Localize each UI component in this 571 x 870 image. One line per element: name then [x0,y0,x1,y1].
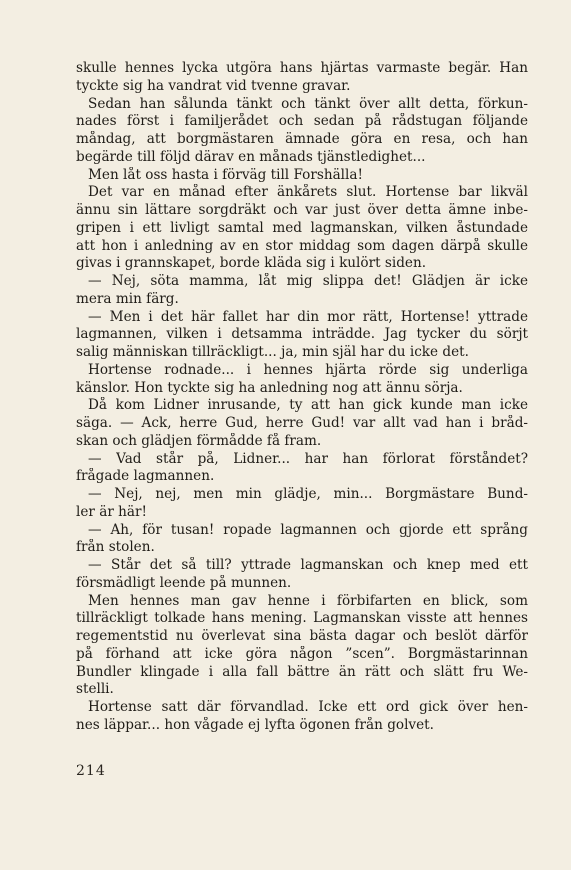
text-line: salig människan tillräckligt... ja, min själ har du icke det. [76,344,469,360]
text-line: — Ah, för tusan! ropade lagmannen och gjorde ett språng [88,521,528,538]
text-line: Men låt oss hasta i förväg till Forshälla! [88,166,363,183]
text-line: gripen i ett livligt samtal med lagmanskan, vilken åstundade [76,219,528,236]
text-line: tillräckligt tolkade hans mening. Lagmanskan visste att hennes [76,610,528,627]
text-line: måndag, att borgmästaren ämnade göra en resa, och han [76,131,528,147]
text-line: Det var en månad efter änkårets slut. Hortense bar likväl [88,184,528,201]
text-line: från stolen. [76,539,155,556]
text-line: givas i grannskapet, borde kläda sig i kulört siden. [76,255,427,272]
text-line: Då kom Lidner inrusande, ty att han gick kunde man icke [88,397,528,414]
text-line: nades först i familjerådet och sedan på rådstugan följande [76,113,528,130]
text-line: Men hennes man gav henne i förbifarten en blick, som [88,592,528,609]
text-line: tyckte sig ha vandrat vid tvenne gravar. [76,77,351,94]
text-line: att hon i anledning av en stor middag som dagen därpå skulle [76,237,528,254]
text-line: stelli. [76,681,114,698]
text-line: — Nej, nej, men min glädje, min... Borgmästare Bund- [88,486,528,502]
text-line: säga. — Ack, herre Gud, herre Gud! var allt vad han i bråd- [76,415,528,431]
text-line: skulle hennes lycka utgöra hans hjärtas varmaste begär. Han [76,60,528,76]
text-line: nes läppar... hon vågade ej lyfta ögonen från golvet. [76,716,434,733]
body-text [76,60,528,735]
text-line: ler är här! [76,503,147,520]
text-line: på förhand att icke göra någon ”scen”. Borgmästarinnan [76,645,528,662]
text-line: frågade lagmannen. [76,468,215,485]
text-line: försmädligt leende på munnen. [76,574,292,591]
page-number: 214 [76,763,106,779]
text-line: Hortense rodnade... i hennes hjärta rörde sig underliga [88,361,528,378]
text-line: ännu sin lättare sorgdräkt och var just över detta ämne inbe- [76,202,528,218]
text-line: Bundler klingade i alla fall bättre än rätt och slätt fru We- [76,663,528,680]
text-line: lagmannen, vilken i detsamma inträdde. Jag tycker du sörjt [76,326,528,343]
text-line: — Vad står på, Lidner... har han förlorat förståndet? [88,450,528,467]
text-line: skan och glädjen förmådde få fram. [76,432,322,449]
text-line: Sedan han sålunda tänkt och tänkt över allt detta, förkun- [88,95,528,112]
text-line: — Men i det här fallet har din mor rätt, Hortense! yttrade [88,308,528,325]
text-line: känslor. Hon tyckte sig ha anledning nog att ännu sörja. [76,379,463,396]
text-line: Hortense satt där förvandlad. Icke ett ord gick över hen- [88,699,528,715]
text-line: mera min färg. [76,290,179,307]
text-line: — Står det så till? yttrade lagmanskan och knep med ett [88,557,528,573]
text-line: — Nej, söta mamma, låt mig slippa det! Glädjen är icke [88,273,528,289]
text-line: begärde till följd därav en månads tjänstledighet... [76,148,426,165]
text-line: regementstid nu överlevat sina bästa dagar och beslöt därför [76,628,528,644]
